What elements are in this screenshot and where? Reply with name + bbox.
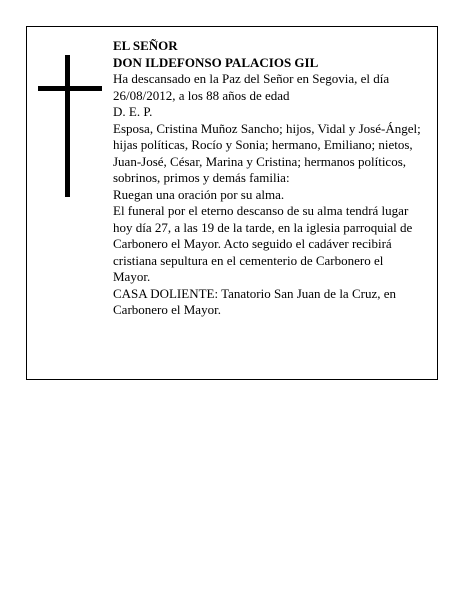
funeral-details: El funeral por el eterno descanso de su alma tendrá lugar hoy día 27, a las 19 de la tarde, en la iglesia parroquial de Carbonero el Mayor. Acto seguido el cadáver recibirá cristiana sepultura en el cementerio de Carbonero el Mayor. [113,203,413,284]
deceased-name: DON ILDEFONSO PALACIOS GIL [113,54,319,70]
rip-line: D. E. P. [113,104,153,119]
cross-icon [38,55,102,197]
mourning-house: CASA DOLIENTE: Tanatorio San Juan de la Cruz, en Carbonero el Mayor. [113,285,396,317]
family-list: Esposa, Cristina Muñoz Sancho; hijos, Vidal y José-Ángel; hijas políticas, Rocío y Sonia; hermano, Emiliano; nietos, Juan-José, César, Marina y Cristina; hermanos políticos, sobrinos, primos y demás familia: [113,120,421,185]
notice-heading: EL SEÑOR [113,38,178,53]
prayer-request: Ruegan una oración por su alma. [113,186,285,202]
obituary-text [113,38,421,319]
death-statement: Ha descansado en la Paz del Señor en Segovia, el día 26/08/2012, a los 88 años de edad [113,71,390,103]
